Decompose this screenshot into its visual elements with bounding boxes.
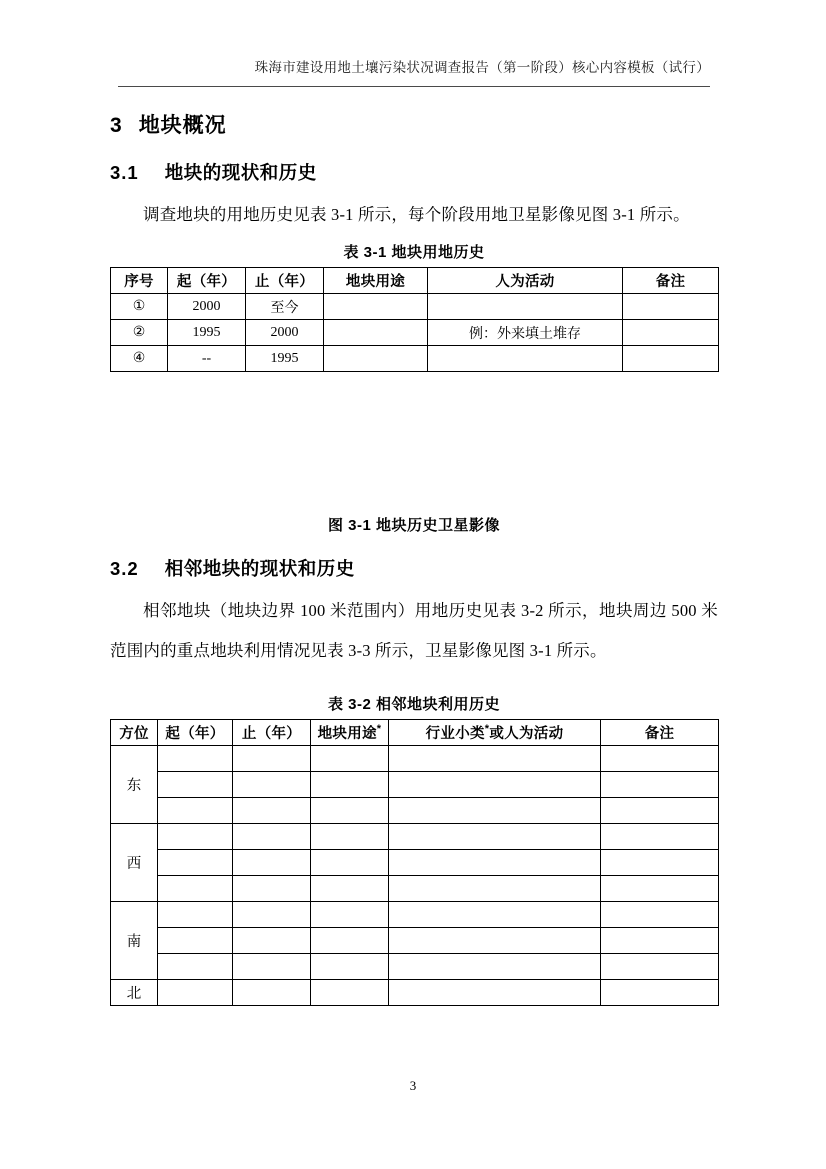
- cell-remarks: [601, 954, 719, 980]
- column-header-remarks: 备注: [623, 268, 719, 294]
- cell-end-year: [233, 772, 311, 798]
- cell-human-activity: [428, 346, 623, 372]
- cell-direction: 东: [111, 746, 158, 824]
- cell-industry-or-activity: [389, 798, 601, 824]
- cell-industry-or-activity: [389, 850, 601, 876]
- table-row: [111, 902, 719, 928]
- cell-end-year: [233, 980, 311, 1006]
- cell-end-year: 至今: [246, 294, 324, 320]
- cell-industry-or-activity: [389, 902, 601, 928]
- cell-index: ④: [111, 346, 168, 372]
- chapter-title: 地块概况: [138, 114, 227, 137]
- cell-start-year: [158, 798, 233, 824]
- cell-end-year: [233, 798, 311, 824]
- cell-start-year: 1995: [168, 320, 246, 346]
- footnote-marker: *: [484, 723, 490, 736]
- cell-land-use: [311, 824, 389, 850]
- cell-remarks: [623, 320, 719, 346]
- spacer: [110, 671, 718, 687]
- cell-remarks: [601, 980, 719, 1006]
- cell-end-year: 2000: [246, 320, 324, 346]
- cell-remarks: [601, 850, 719, 876]
- table-row: [111, 772, 719, 798]
- running-header: 珠海市建设用地土壤污染状况调查报告（第一阶段）核心内容模板（试行）: [254, 60, 710, 75]
- cell-remarks: [601, 876, 719, 902]
- column-header-end-year: 止（年）: [246, 268, 324, 294]
- cell-end-year: [233, 902, 311, 928]
- cell-end-year: [233, 824, 311, 850]
- table-row: [111, 928, 719, 954]
- table-32-caption: 表 3-2 相邻地块利用历史: [327, 696, 500, 714]
- cell-direction: 北: [111, 980, 158, 1006]
- cell-direction: 西: [111, 824, 158, 902]
- column-header-index: 序号: [111, 268, 168, 294]
- cell-land-use: [311, 876, 389, 902]
- table-row: [111, 294, 719, 320]
- cell-land-use: [311, 980, 389, 1006]
- column-header-land-use: 地块用途: [324, 268, 428, 294]
- cell-start-year: [158, 746, 233, 772]
- cell-land-use: [324, 346, 428, 372]
- table-row: [111, 320, 719, 346]
- cell-remarks: [601, 798, 719, 824]
- table-header-row: [111, 720, 719, 746]
- spacer: [110, 372, 718, 386]
- cell-land-use: [311, 928, 389, 954]
- cell-land-use: [311, 954, 389, 980]
- table-row: [111, 876, 719, 902]
- chapter-number: 3: [110, 114, 123, 137]
- cell-industry-or-activity: [389, 824, 601, 850]
- section-heading-3-2: [110, 535, 718, 581]
- column-header-industry-rest: 或人为活动: [489, 726, 564, 743]
- cell-remarks: [601, 902, 719, 928]
- cell-end-year: [233, 928, 311, 954]
- column-header-human-activity: 人为活动: [428, 268, 623, 294]
- section-number-3-1: 3.1: [110, 162, 139, 184]
- column-header-land-use: [311, 720, 389, 746]
- header-rule: [118, 86, 710, 87]
- cell-industry-or-activity: [389, 772, 601, 798]
- cell-start-year: [158, 876, 233, 902]
- column-header-start-year: 起（年）: [168, 268, 246, 294]
- cell-industry-or-activity: [389, 928, 601, 954]
- table-adjacent-land-use-history: [110, 719, 719, 1006]
- cell-remarks: [601, 772, 719, 798]
- cell-land-use: [311, 902, 389, 928]
- table-row: [111, 850, 719, 876]
- table-31-caption: 表 3-1 地块用地历史: [343, 244, 485, 262]
- footnote-marker: *: [376, 723, 382, 736]
- column-header-remarks: 备注: [601, 720, 719, 746]
- cell-start-year: [158, 824, 233, 850]
- cell-land-use: [311, 850, 389, 876]
- figure-31-image-placeholder: [110, 386, 718, 514]
- cell-end-year: [233, 876, 311, 902]
- column-header-industry-text: 行业小类: [425, 726, 485, 743]
- cell-end-year: [233, 954, 311, 980]
- figure-31-caption: 图 3-1 地块历史卫星影像: [327, 517, 500, 535]
- column-header-start-year: 起（年）: [158, 720, 233, 746]
- cell-land-use: [311, 798, 389, 824]
- table-row: [111, 824, 719, 850]
- table-header-row: [111, 268, 719, 294]
- section-heading-3-1: [110, 139, 718, 185]
- page-number: 3: [409, 1078, 417, 1093]
- cell-industry-or-activity: [389, 876, 601, 902]
- table-row: [111, 746, 719, 772]
- cell-end-year: [233, 850, 311, 876]
- column-header-land-use-text: 地块用途: [317, 726, 377, 743]
- table-row: [111, 346, 719, 372]
- table-row: [111, 980, 719, 1006]
- cell-start-year: [158, 928, 233, 954]
- cell-end-year: [233, 746, 311, 772]
- column-header-industry-or-activity: [389, 720, 601, 746]
- cell-start-year: [158, 902, 233, 928]
- cell-remarks: [601, 824, 719, 850]
- cell-remarks: [623, 346, 719, 372]
- cell-remarks: [601, 928, 719, 954]
- page-content: [110, 104, 718, 1006]
- cell-start-year: --: [168, 346, 246, 372]
- paragraph-3-1: 调查地块的用地历史见表 3-1 所示，每个阶段用地卫星影像见图 3-1 所示。: [143, 205, 690, 225]
- cell-end-year: 1995: [246, 346, 324, 372]
- cell-industry-or-activity: [389, 980, 601, 1006]
- cell-industry-or-activity: [389, 746, 601, 772]
- cell-start-year: [158, 954, 233, 980]
- cell-land-use: [324, 320, 428, 346]
- cell-direction: 南: [111, 902, 158, 980]
- cell-start-year: [158, 980, 233, 1006]
- cell-land-use: [311, 746, 389, 772]
- column-header-direction: 方位: [111, 720, 158, 746]
- cell-remarks: [601, 746, 719, 772]
- cell-start-year: [158, 772, 233, 798]
- table-land-use-history: [110, 267, 719, 372]
- table-row: [111, 954, 719, 980]
- section-title-3-1: 地块的现状和历史: [164, 162, 317, 184]
- cell-human-activity: 例：外来填土堆存: [428, 320, 623, 346]
- cell-land-use: [311, 772, 389, 798]
- cell-index: ②: [111, 320, 168, 346]
- table-row: [111, 798, 719, 824]
- section-number-3-2: 3.2: [110, 558, 139, 580]
- cell-industry-or-activity: [389, 954, 601, 980]
- cell-land-use: [324, 294, 428, 320]
- cell-start-year: [158, 850, 233, 876]
- cell-human-activity: [428, 294, 623, 320]
- paragraph-3-2: 相邻地块（地块边界 100 米范围内）用地历史见表 3-2 所示，地块周边 500 米范围内的重点地块利用情况见表 3-3 所示，卫星影像见图 3-1 所示。: [110, 601, 718, 661]
- column-header-end-year: 止（年）: [233, 720, 311, 746]
- cell-start-year: 2000: [168, 294, 246, 320]
- cell-remarks: [623, 294, 719, 320]
- chapter-heading: [110, 104, 718, 139]
- section-title-3-2: 相邻地块的现状和历史: [164, 558, 355, 580]
- cell-index: ①: [111, 294, 168, 320]
